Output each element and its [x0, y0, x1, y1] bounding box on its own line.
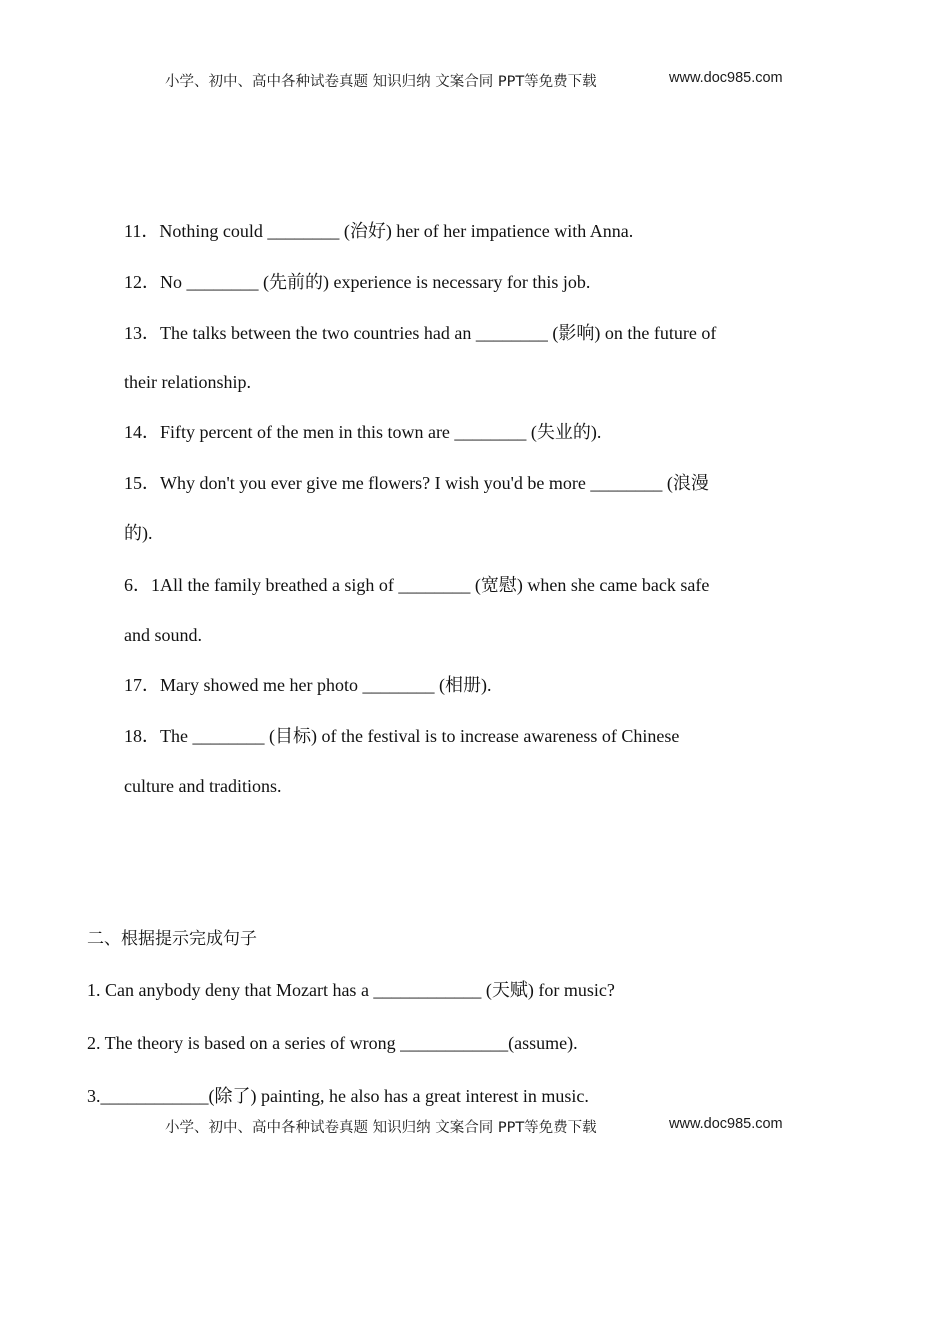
question-16-continuation: and sound. [124, 625, 202, 645]
header-text: 小学、初中、高中各种试卷真题 知识归纳 文案合同 PPT等免费下载 [165, 74, 597, 90]
question-13-continuation: their relationship. [124, 372, 251, 392]
page-header [0, 68, 950, 92]
question-14: 14．Fifty percent of the men in this town are ________ (失业的). [124, 422, 602, 442]
header-url: www.doc985.com [669, 70, 783, 86]
sentence-2: 2. The theory is based on a series of wrong ____________(assume). [87, 1033, 578, 1053]
question-18: 18．The ________ (目标) of the festival is to increase awareness of Chinese [124, 726, 680, 746]
question-17: 17．Mary showed me her photo ________ (相册). [124, 675, 492, 695]
footer-text: 小学、初中、高中各种试卷真题 知识归纳 文案合同 PPT等免费下载 [165, 1120, 597, 1136]
sentence-3: 3.____________(除了) painting, he also has a great interest in music. [87, 1086, 589, 1106]
question-12: 12．No ________ (先前的) experience is necessary for this job. [124, 272, 591, 292]
question-16: 6．1All the family breathed a sigh of ________ (宽慰) when she came back safe [124, 575, 710, 595]
question-15: 15．Why don't you ever give me flowers? I wish you'd be more ________ (浪漫 [124, 473, 709, 493]
question-13: 13．The talks between the two countries had an ________ (影响) on the future of [124, 323, 717, 343]
question-18-continuation: culture and traditions. [124, 776, 282, 796]
footer-url: www.doc985.com [669, 1116, 783, 1132]
question-15-continuation: 的). [124, 523, 153, 543]
section-heading: 二、根据提示完成句子 [87, 929, 257, 949]
sentence-1: 1. Can anybody deny that Mozart has a ____________ (天赋) for music? [87, 980, 615, 1000]
question-11: 11．Nothing could ________ (治好) her of her impatience with Anna. [124, 221, 634, 241]
page-footer [0, 1114, 950, 1138]
